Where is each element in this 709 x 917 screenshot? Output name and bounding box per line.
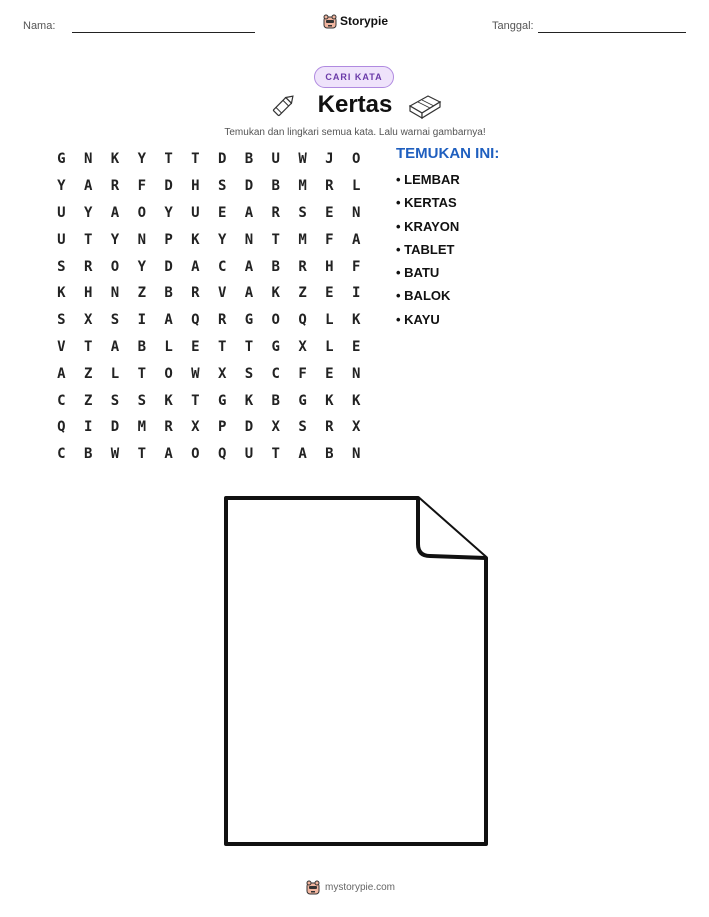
grid-letter[interactable]: Q: [298, 312, 307, 329]
grid-letter[interactable]: E: [217, 204, 227, 221]
instruction-text: Temukan dan lingkari semua kata. Lalu warnai gambarnya!: [224, 127, 486, 138]
grid-letter[interactable]: T: [83, 231, 93, 248]
grid-letter[interactable]: N: [351, 365, 361, 382]
grid-letter[interactable]: X: [298, 338, 307, 355]
grid-letter[interactable]: U: [57, 204, 66, 221]
grid-letter[interactable]: G: [244, 312, 254, 329]
grid-letter[interactable]: K: [351, 392, 361, 409]
grid-letter[interactable]: Y: [137, 151, 146, 168]
grid-letter[interactable]: A: [298, 446, 307, 463]
grid-letter[interactable]: W: [110, 446, 120, 463]
grid-letter[interactable]: S: [57, 258, 66, 275]
grid-letter[interactable]: U: [271, 151, 280, 168]
grid-letter[interactable]: R: [191, 285, 200, 302]
grid-letter[interactable]: Y: [217, 231, 227, 248]
grid-letter[interactable]: X: [271, 419, 280, 436]
grid-letter[interactable]: Z: [137, 285, 146, 302]
grid-letter[interactable]: E: [325, 285, 334, 302]
grid-letter[interactable]: S: [244, 365, 254, 382]
grid-letter[interactable]: G: [271, 338, 280, 355]
grid-letter[interactable]: K: [271, 285, 280, 302]
eraser-icon: [408, 94, 442, 120]
grid-letter[interactable]: I: [351, 285, 361, 302]
grid-letter[interactable]: O: [137, 204, 146, 221]
grid-letter[interactable]: Y: [164, 204, 173, 221]
grid-letter[interactable]: Q: [217, 446, 227, 463]
grid-letter[interactable]: B: [271, 178, 280, 195]
grid-letter[interactable]: A: [83, 178, 93, 195]
grid-letter[interactable]: O: [164, 365, 173, 382]
grid-letter[interactable]: Y: [110, 231, 120, 248]
grid-letter[interactable]: J: [325, 151, 334, 168]
grid-letter[interactable]: D: [110, 419, 120, 436]
grid-letter[interactable]: W: [191, 365, 200, 382]
grid-letter[interactable]: P: [217, 419, 227, 436]
grid-letter[interactable]: U: [191, 204, 200, 221]
grid-letter[interactable]: G: [57, 151, 66, 168]
grid-letter[interactable]: K: [164, 392, 173, 409]
grid-letter[interactable]: H: [191, 178, 200, 195]
footer-url: mystorypie.com: [325, 881, 396, 893]
grid-letter[interactable]: P: [164, 231, 173, 248]
grid-letter[interactable]: S: [298, 204, 307, 221]
grid-letter[interactable]: U: [57, 231, 66, 248]
grid-letter[interactable]: R: [110, 178, 120, 195]
grid-letter[interactable]: Y: [83, 204, 93, 221]
grid-letter[interactable]: D: [244, 178, 254, 195]
grid-letter[interactable]: A: [110, 338, 120, 355]
grid-letter[interactable]: T: [83, 338, 93, 355]
grid-letter[interactable]: A: [244, 285, 254, 302]
grid-letter[interactable]: C: [57, 392, 66, 409]
grid-letter[interactable]: E: [351, 338, 361, 355]
grid-letter[interactable]: N: [244, 231, 254, 248]
grid-letter[interactable]: W: [298, 151, 307, 168]
grid-letter[interactable]: O: [110, 258, 120, 275]
grid-letter[interactable]: T: [191, 151, 200, 168]
grid-letter[interactable]: M: [298, 231, 307, 248]
grid-letter[interactable]: I: [137, 312, 146, 329]
grid-letter[interactable]: S: [57, 312, 66, 329]
grid-letter[interactable]: K: [325, 392, 334, 409]
grid-letter[interactable]: Z: [83, 392, 93, 409]
grid-letter[interactable]: Q: [191, 312, 200, 329]
grid-letter[interactable]: N: [110, 285, 120, 302]
grid-letter[interactable]: T: [164, 151, 173, 168]
grid-letter[interactable]: K: [57, 285, 66, 302]
grid-letter[interactable]: N: [83, 151, 93, 168]
word-list-item: • BATU: [396, 265, 440, 281]
word-search-grid: [48, 146, 370, 468]
grid-letter[interactable]: M: [137, 419, 146, 436]
page-title: Kertas: [317, 91, 393, 118]
grid-letter[interactable]: R: [217, 312, 227, 329]
word-list-item: • KAYU: [396, 311, 440, 327]
grid-letter[interactable]: B: [244, 151, 254, 168]
grid-letter[interactable]: L: [351, 178, 361, 195]
storypie-logo-icon: [306, 879, 320, 895]
grid-letter[interactable]: B: [271, 392, 280, 409]
grid-letter[interactable]: V: [57, 338, 66, 355]
grid-letter[interactable]: X: [217, 365, 227, 382]
grid-letter[interactable]: N: [137, 231, 146, 248]
grid-letter[interactable]: A: [57, 365, 66, 382]
grid-letter[interactable]: B: [325, 446, 334, 463]
grid-letter[interactable]: B: [164, 285, 173, 302]
word-list-item: • KRAYON: [396, 218, 460, 234]
grid-letter[interactable]: R: [83, 258, 93, 275]
grid-letter[interactable]: X: [83, 312, 93, 329]
grid-letter[interactable]: E: [191, 338, 200, 355]
grid-letter[interactable]: K: [191, 231, 200, 248]
grid-letter[interactable]: F: [351, 258, 361, 275]
grid-letter[interactable]: R: [298, 258, 307, 275]
grid-letter[interactable]: D: [164, 178, 173, 195]
grid-letter[interactable]: R: [325, 419, 334, 436]
grid-letter[interactable]: T: [217, 338, 227, 355]
grid-letter[interactable]: Y: [57, 178, 66, 195]
category-badge: CARI KATA: [314, 66, 394, 88]
grid-letter[interactable]: V: [217, 285, 227, 302]
grid-letter[interactable]: M: [298, 178, 307, 195]
grid-letter[interactable]: G: [298, 392, 307, 409]
crayon-icon: [270, 92, 296, 120]
grid-letter[interactable]: X: [191, 419, 200, 436]
grid-letter[interactable]: N: [351, 204, 361, 221]
grid-letter[interactable]: O: [271, 312, 280, 329]
grid-letter[interactable]: T: [191, 392, 200, 409]
brand: [323, 13, 388, 29]
paper-sheet-icon: [220, 492, 490, 852]
grid-letter[interactable]: C: [271, 365, 280, 382]
grid-letter[interactable]: T: [137, 446, 146, 463]
grid-letter[interactable]: S: [217, 178, 227, 195]
grid-letter[interactable]: Z: [83, 365, 93, 382]
grid-letter[interactable]: B: [83, 446, 93, 463]
grid-letter[interactable]: A: [110, 204, 120, 221]
footer: [306, 879, 395, 895]
grid-letter[interactable]: R: [164, 419, 173, 436]
grid-letter[interactable]: A: [164, 312, 173, 329]
grid-letter[interactable]: X: [351, 419, 361, 436]
storypie-logo-icon: [323, 13, 337, 29]
date-label: Tanggal:: [492, 20, 534, 32]
grid-letter[interactable]: A: [244, 258, 254, 275]
grid-letter[interactable]: C: [57, 446, 66, 463]
grid-letter[interactable]: L: [325, 312, 334, 329]
grid-letter[interactable]: F: [325, 231, 334, 248]
grid-letter[interactable]: C: [217, 258, 227, 275]
grid-letter[interactable]: T: [137, 365, 146, 382]
date-line: [538, 32, 686, 33]
grid-letter[interactable]: E: [325, 365, 334, 382]
grid-letter[interactable]: D: [164, 258, 173, 275]
grid-letter[interactable]: S: [298, 419, 307, 436]
name-label: Nama:: [23, 20, 56, 32]
grid-letter[interactable]: S: [110, 392, 120, 409]
grid-letter[interactable]: A: [351, 231, 361, 248]
grid-letter[interactable]: H: [83, 285, 93, 302]
grid-letter[interactable]: T: [271, 231, 280, 248]
grid-letter[interactable]: K: [351, 312, 361, 329]
grid-letter[interactable]: D: [217, 151, 227, 168]
grid-letter[interactable]: Y: [137, 258, 146, 275]
grid-letter[interactable]: K: [244, 392, 254, 409]
grid-letter[interactable]: G: [217, 392, 227, 409]
grid-letter[interactable]: R: [325, 178, 334, 195]
name-line: [72, 32, 255, 33]
grid-letter[interactable]: T: [244, 338, 254, 355]
grid-letter[interactable]: D: [244, 419, 254, 436]
grid-letter[interactable]: A: [164, 446, 173, 463]
grid-letter[interactable]: O: [191, 446, 200, 463]
word-list: [396, 172, 460, 335]
brand-name: Storypie: [340, 14, 389, 28]
grid-letter[interactable]: A: [244, 204, 254, 221]
grid-letter[interactable]: U: [244, 446, 254, 463]
grid-letter[interactable]: L: [164, 338, 173, 355]
grid-letter[interactable]: L: [325, 338, 334, 355]
grid-letter[interactable]: I: [83, 419, 93, 436]
grid-letter[interactable]: R: [271, 204, 280, 221]
grid-letter[interactable]: B: [271, 258, 280, 275]
grid-letter[interactable]: K: [110, 151, 120, 168]
grid-letter[interactable]: F: [137, 178, 146, 195]
grid-letter[interactable]: H: [325, 258, 334, 275]
grid-letter[interactable]: S: [110, 312, 120, 329]
find-list-title: TEMUKAN INI:: [396, 145, 500, 162]
grid-letter[interactable]: Q: [57, 419, 66, 436]
grid-letter[interactable]: E: [325, 204, 334, 221]
grid-letter[interactable]: S: [137, 392, 146, 409]
word-list-item: • BALOK: [396, 288, 451, 304]
grid-letter[interactable]: F: [298, 365, 307, 382]
grid-letter[interactable]: T: [271, 446, 280, 463]
word-list-item: • KERTAS: [396, 195, 457, 211]
grid-letter[interactable]: Z: [298, 285, 307, 302]
grid-letter[interactable]: O: [351, 151, 361, 168]
word-list-item: • TABLET: [396, 241, 455, 257]
grid-letter[interactable]: B: [137, 338, 146, 355]
grid-letter[interactable]: L: [110, 365, 120, 382]
word-list-item: • LEMBAR: [396, 172, 460, 187]
grid-letter[interactable]: A: [191, 258, 200, 275]
grid-letter[interactable]: N: [351, 446, 361, 463]
